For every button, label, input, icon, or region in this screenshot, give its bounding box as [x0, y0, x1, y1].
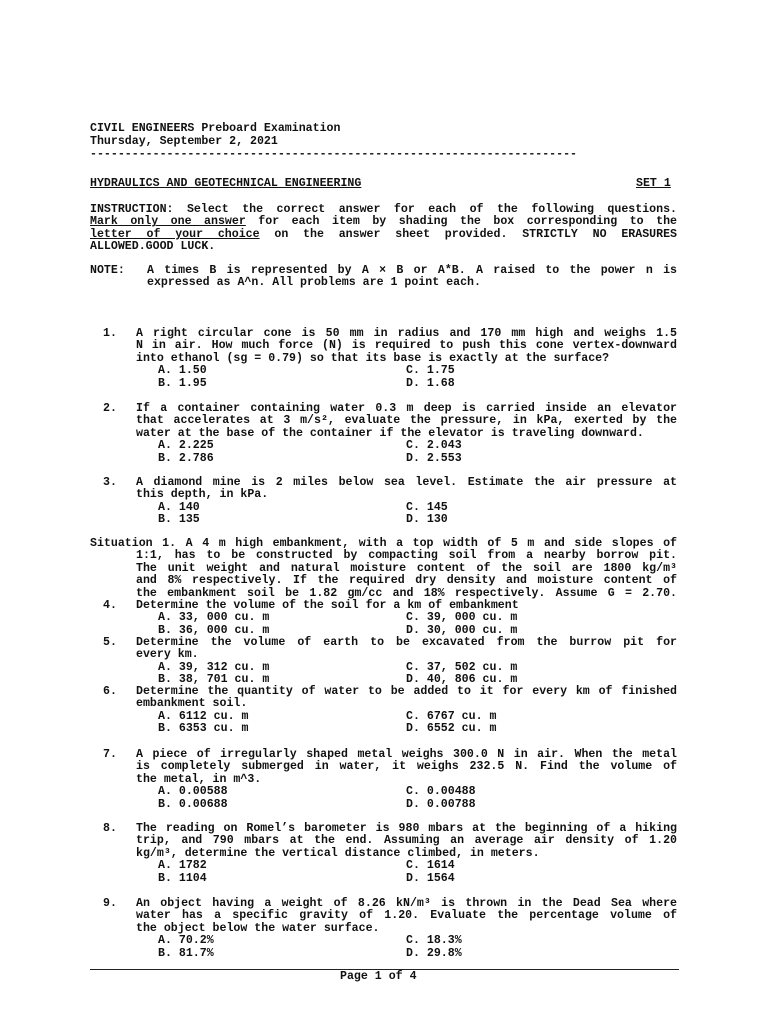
question-line: into ethanol (sg = 0.79) so that its base is exactly at the surface?: [136, 351, 610, 365]
answer-option: C. 2.043: [406, 439, 462, 453]
instruction-emphasis-2: letter of your choice: [90, 227, 260, 241]
answer-option: C. 145: [406, 500, 448, 514]
situation-line: 1:1, has to be constructed by compacting soil from a nearby borrow pit.: [136, 549, 677, 563]
question-line: is completely submerged in water, it weighs 232.5 N. Find the volume of: [136, 760, 677, 774]
question-line: N in air. How much force (N) is required to push this cone vertex-downward: [136, 339, 677, 353]
answer-option: B. 0.00688: [158, 797, 228, 811]
answer-option: B. 38, 701 cu. m: [158, 673, 270, 687]
answer-option: D. 1.68: [406, 376, 455, 390]
answer-option: C. 6767 cu. m: [406, 709, 497, 723]
answer-option: A. 6112 cu. m: [158, 709, 249, 723]
question-text-9: [136, 898, 677, 935]
question-line: every km.: [136, 648, 199, 662]
answer-option: D. 2.553: [406, 451, 462, 465]
answer-option: D. 1564: [406, 871, 455, 885]
question-line: water has a specific gravity of 1.20. Evaluate the percentage volume of: [136, 909, 677, 923]
answer-option: A. 1.50: [158, 364, 207, 378]
answer-option: B. 135: [158, 513, 200, 527]
question-line: the object below the water surface.: [136, 921, 380, 935]
page-number: Page 1 of 4: [340, 970, 417, 983]
question-number-2: 2.: [103, 402, 117, 415]
subject-title: HYDRAULICS AND GEOTECHNICAL ENGINEERING: [90, 177, 362, 190]
question-text-1: [136, 328, 677, 365]
answer-option: A. 33, 000 cu. m: [158, 611, 270, 625]
answer-option: C. 39, 000 cu. m: [406, 611, 518, 625]
question-number-6: 6.: [103, 685, 117, 698]
instruction-line-2: for each item by shading the box corresponding to the: [245, 215, 677, 229]
situation-line-1: A 4 m high embankment, with a top width of 5 m and side slopes of: [176, 537, 678, 550]
answer-option: D. 30, 000 cu. m: [406, 623, 518, 637]
answer-option: B. 1.95: [158, 376, 207, 390]
answer-option: D. 40, 806 cu. m: [406, 673, 518, 687]
instruction-block: [90, 204, 677, 254]
answer-option: B. 36, 000 cu. m: [158, 623, 270, 637]
question-text-2: [136, 403, 677, 440]
answer-option: A. 2.225: [158, 439, 214, 453]
question-text-5: [136, 637, 677, 662]
situation-label: Situation 1.: [90, 537, 177, 550]
note-label: NOTE:: [90, 264, 125, 277]
instruction-emphasis-1: Mark only one answer: [90, 215, 246, 229]
note-line-2: expressed as A^n. All problems are 1 point each.: [147, 276, 481, 290]
question-line: A piece of irregularly shaped metal weighs 300.0 N in air. When the metal: [136, 748, 677, 761]
situation-text: [136, 550, 677, 600]
answer-option: B. 1104: [158, 871, 207, 885]
set-label: SET 1: [636, 177, 671, 190]
question-line: the metal, in m^3.: [136, 772, 262, 786]
question-text-6: [136, 686, 677, 711]
answer-option: A. 140: [158, 500, 200, 514]
situation-line: the embankment soil be 1.82 gm/cc and 18% respectively. Assume G = 2.70.: [136, 586, 677, 600]
question-line: Determine the volume of the soil for a km of embankment: [136, 599, 519, 612]
answer-option: C. 1.75: [406, 364, 455, 378]
question-line: An object having a weight of 8.26 kN/m³ is thrown in the Dead Sea where: [136, 897, 677, 910]
answer-option: A. 70.2%: [158, 934, 214, 948]
answer-option: B. 81.7%: [158, 946, 214, 960]
answer-option: B. 6353 cu. m: [158, 722, 249, 736]
answer-option: A. 0.00588: [158, 785, 228, 799]
exam-title: CIVIL ENGINEERS Preboard Examination: [90, 122, 341, 135]
question-line: Determine the quantity of water to be added to it for every km of finished: [136, 685, 677, 698]
question-line: this depth, in kPa.: [136, 488, 269, 502]
question-number-3: 3.: [103, 476, 117, 489]
question-number-8: 8.: [103, 822, 117, 835]
answer-option: D. 0.00788: [406, 797, 476, 811]
question-text-8: [136, 823, 677, 860]
question-number-7: 7.: [103, 748, 117, 761]
answer-option: D. 29.8%: [406, 946, 462, 960]
question-number-9: 9.: [103, 897, 117, 910]
situation-line: and 8% respectively. If the required dry density and moisture content of: [136, 574, 677, 588]
instruction-line-3: on the answer sheet provided. STRICTLY NO ERASURES: [259, 227, 677, 241]
question-line: trip, and 790 mbars at the end. Assuming an average air density of 1.20: [136, 834, 677, 848]
answer-option: B. 2.786: [158, 451, 214, 465]
question-number-1: 1.: [103, 327, 117, 340]
question-text-3: [136, 477, 677, 502]
question-line: A diamond mine is 2 miles below sea level. Estimate the air pressure at: [136, 476, 677, 489]
question-line: embankment soil.: [136, 697, 248, 711]
answer-option: C. 0.00488: [406, 785, 476, 799]
question-line: If a container containing water 0.3 m deep is carried inside an elevator: [136, 402, 677, 415]
question-line: A right circular cone is 50 mm in radius and 170 mm high and weighs 1.5: [136, 327, 677, 340]
instruction-line-1: Select the correct answer for each of the following questions.: [173, 203, 677, 216]
question-line: The reading on Romel’s barometer is 980 mbars at the beginning of a hiking: [136, 822, 677, 835]
answer-option: D. 130: [406, 513, 448, 527]
situation-line: The unit weight and natural moisture content of the soil are 1800 kg/m³: [136, 561, 677, 575]
header-divider: ----------------------------------------------------------------------: [90, 148, 578, 161]
note-line-1: A times B is represented by A × B or A*B. A raised to the power n is: [147, 264, 677, 277]
question-number-5: 5.: [103, 636, 117, 649]
note-block: [147, 265, 677, 290]
question-line: kg/m³, determine the vertical distance climbed, in meters.: [136, 846, 540, 860]
instruction-label: INSTRUCTION:: [90, 203, 174, 216]
answer-option: A. 1782: [158, 859, 207, 873]
answer-option: D. 6552 cu. m: [406, 722, 497, 736]
question-line: Determine the volume of earth to be excavated from the burrow pit for: [136, 636, 677, 649]
answer-option: C. 37, 502 cu. m: [406, 660, 518, 674]
answer-option: C. 1614: [406, 859, 455, 873]
answer-option: A. 39, 312 cu. m: [158, 660, 270, 674]
question-text-7: [136, 749, 677, 786]
question-line: water at the base of the container if the elevator is traveling downward.: [136, 426, 644, 440]
answer-option: C. 18.3%: [406, 934, 462, 948]
instruction-line-4: ALLOWED.GOOD LUCK.: [90, 240, 216, 254]
question-line: that accelerates at 3 m/s², evaluate the pressure, in kPa, exerted by the: [136, 414, 677, 428]
question-number-4: 4.: [103, 599, 117, 612]
exam-date: Thursday, September 2, 2021: [90, 135, 278, 148]
